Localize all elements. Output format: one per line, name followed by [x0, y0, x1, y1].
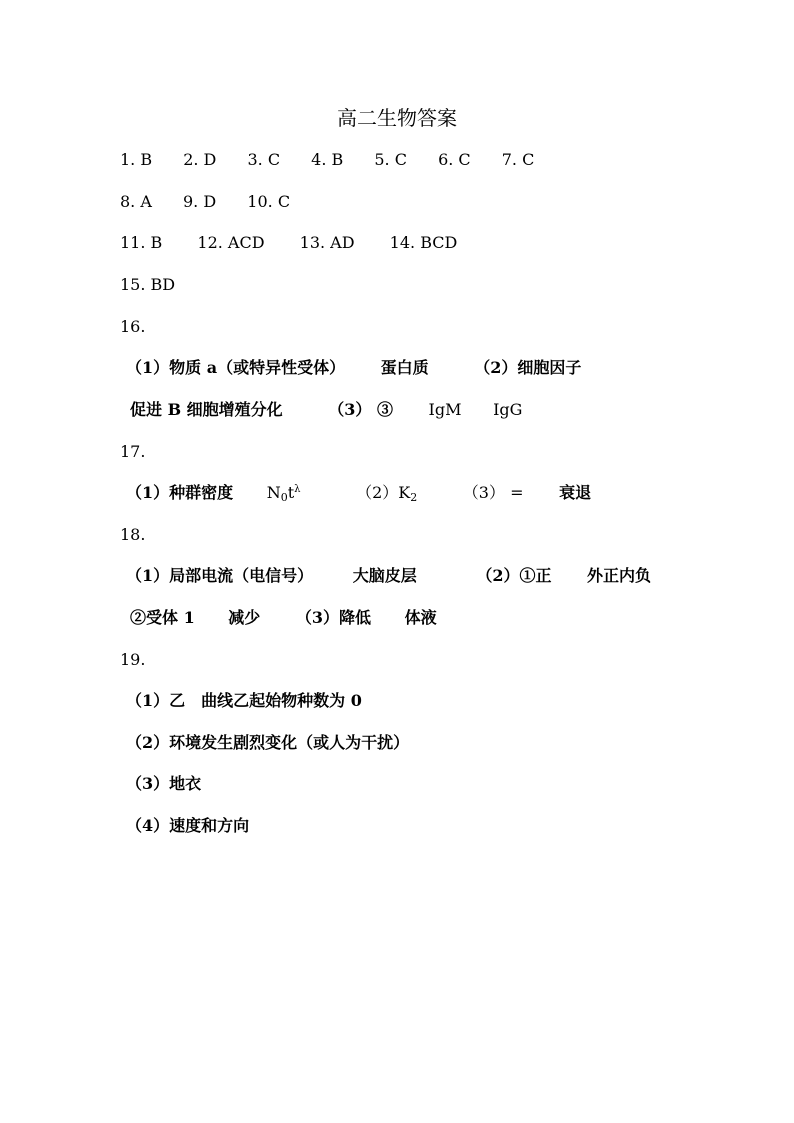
- answer-8: 8. A: [120, 192, 152, 211]
- answer-15: 15. BD: [120, 275, 176, 294]
- q16-answer-a: （1）物质 a（或特异性受体）: [126, 358, 346, 377]
- q19-answer-4: （4）速度和方向: [126, 816, 250, 835]
- q17-formula-t-sup: λ: [294, 484, 301, 495]
- answer-row-3: [120, 231, 483, 255]
- q19-answer-3: （3）地衣: [126, 774, 202, 793]
- q16-line-2: [130, 398, 522, 422]
- answer-6: 6. C: [438, 150, 471, 169]
- q19-answer-2: （2）环境发生剧烈变化（或人为干扰）: [126, 733, 410, 752]
- q17-answer-b-text: （2）K: [356, 483, 411, 502]
- q17-line-1: [126, 481, 591, 505]
- answer-5: 5. C: [374, 150, 407, 169]
- answer-2: 2. D: [183, 150, 217, 169]
- q18-answer-c: （2）①正: [476, 566, 552, 585]
- answer-row-1: [120, 148, 560, 172]
- q18-answer-h: 体液: [404, 608, 437, 627]
- q17-answer-a: （1）种群密度: [126, 483, 234, 502]
- answer-12: 12. ACD: [197, 233, 265, 252]
- q17-answer-d: 衰退: [559, 483, 592, 502]
- q17-formula: [267, 481, 301, 505]
- q16-answer-b: 蛋白质: [380, 358, 429, 377]
- q18-number: 18.: [120, 525, 146, 544]
- q16-answer-igg: IgG: [493, 400, 523, 419]
- q18-answer-b: 大脑皮层: [352, 566, 417, 585]
- answer-row-4: [120, 273, 175, 297]
- q16-answer-d: 促进 B 细胞增殖分化: [130, 400, 283, 419]
- answer-row-2: [120, 190, 316, 214]
- q17-formula-t: t: [287, 483, 295, 502]
- q17-number: 17.: [120, 442, 146, 461]
- answer-3: 3. C: [247, 150, 281, 169]
- answer-10: 10. C: [247, 192, 291, 211]
- answer-4: 4. B: [311, 150, 344, 169]
- q19-number: 19.: [120, 650, 146, 669]
- answer-13: 13. AD: [299, 233, 355, 252]
- q18-answer-f: 减少: [228, 608, 261, 627]
- page-title: 高二生物答案: [337, 106, 457, 130]
- q18-answer-e: ②受体 1: [130, 608, 195, 627]
- q18-answer-a: （1）局部电流（电信号）: [126, 566, 314, 585]
- q17-answer-c: （3） =: [462, 483, 524, 502]
- q17-answer-b: [356, 481, 417, 505]
- answer-9: 9. D: [183, 192, 217, 211]
- q17-formula-n: N: [266, 483, 281, 502]
- q16-answer-igm: IgM: [428, 400, 462, 419]
- q16-number: 16.: [120, 317, 146, 336]
- q16-line-1: [126, 356, 581, 380]
- q16-answer-c: （2）细胞因子: [474, 358, 582, 377]
- q19-answer-1: （1）乙 曲线乙起始物种数为 0: [126, 691, 362, 710]
- q18-answer-d: 外正内负: [587, 566, 652, 585]
- q17-formula-n-sub: 0: [280, 491, 288, 504]
- q18-line-2: [130, 606, 437, 630]
- q17-answer-b-sub: 2: [410, 491, 418, 504]
- q18-answer-g: （3）降低: [295, 608, 372, 627]
- answer-7: 7. C: [501, 150, 535, 169]
- answer-14: 14. BCD: [389, 233, 458, 252]
- answer-11: 11. B: [120, 233, 163, 252]
- q16-answer-e: （3） ③: [328, 400, 393, 419]
- answer-1: 1. B: [120, 150, 153, 169]
- q18-line-1: [126, 564, 651, 588]
